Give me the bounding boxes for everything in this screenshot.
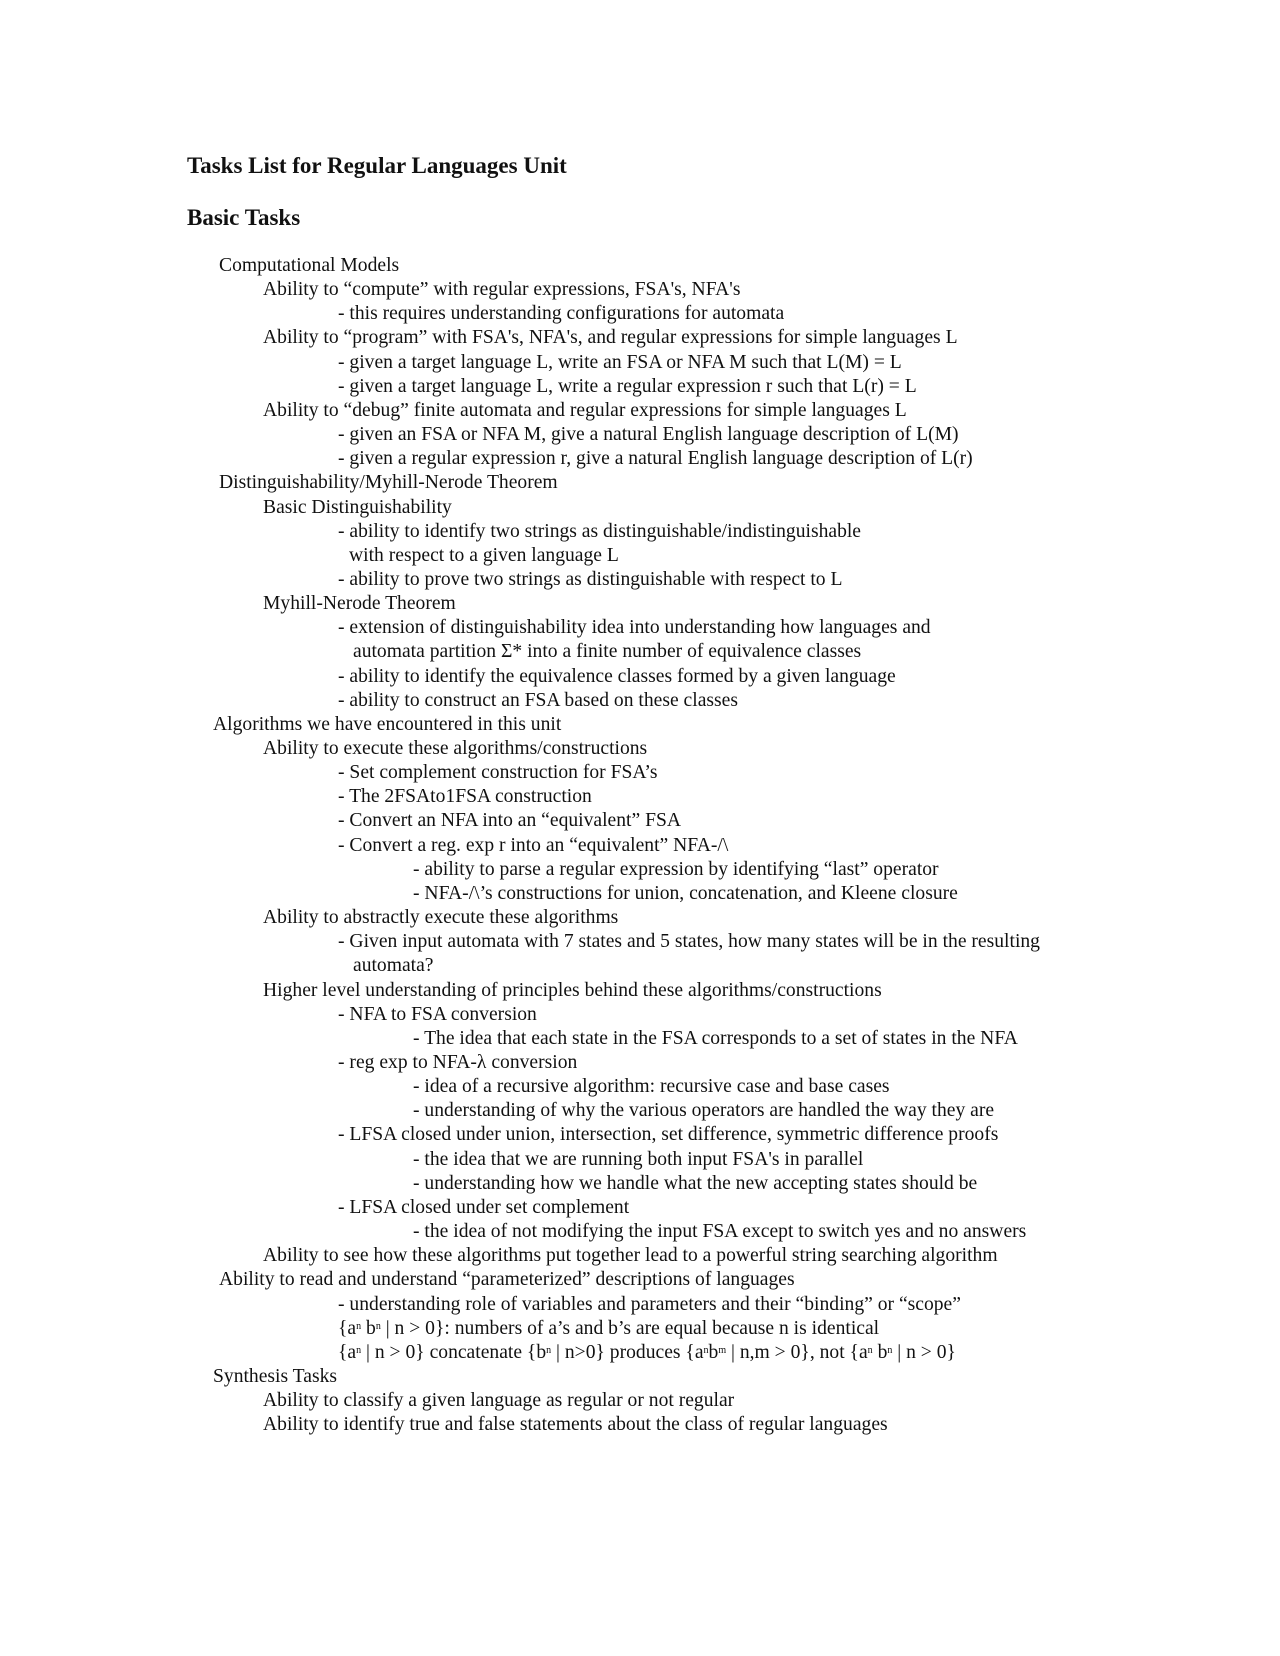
task-line: Ability to see how these algorithms put together lead to a powerful string searching algorithm [263, 1245, 998, 1267]
task-line: - idea of a recursive algorithm: recursive case and base cases [413, 1076, 890, 1098]
task-line: Ability to abstractly execute these algorithms [263, 907, 619, 928]
task-line: with respect to a given language L [349, 544, 619, 566]
task-line: Higher level understanding of principles behind these algorithms/constructions [263, 979, 882, 1001]
task-line: Ability to read and understand “parameterized” descriptions of languages [219, 1269, 795, 1291]
task-line: - ability to parse a regular expression by identifying “last” operator [413, 858, 939, 880]
task-line: - Given input automata with 7 states and 5 states, how many states will be in the resulting [338, 931, 1040, 953]
task-line: - NFA-/\’s constructions for union, concatenation, and Kleene closure [413, 882, 958, 904]
task-line: Ability to execute these algorithms/constructions [263, 738, 648, 759]
task-line: - given a target language L, write a regular expression r such that L(r) = L [338, 375, 917, 397]
task-line: - understanding how we handle what the new accepting states should be [413, 1172, 978, 1194]
task-line: - this requires understanding configurations for automata [338, 303, 785, 325]
document-title: Tasks List for Regular Languages Unit [187, 153, 567, 178]
task-line: - Convert a reg. exp r into an “equivalent” NFA-/\ [338, 834, 729, 856]
task-line: Algorithms we have encountered in this unit [213, 713, 562, 735]
task-line: - given a regular expression r, give a natural English language description of L(r) [338, 448, 973, 470]
task-line: - the idea of not modifying the input FSA except to switch yes and no answers [413, 1221, 1027, 1242]
task-line: automata? [353, 955, 434, 977]
task-line: Basic Distinguishability [263, 496, 452, 518]
section-heading: Basic Tasks [187, 205, 301, 230]
task-line: Synthesis Tasks [213, 1365, 338, 1387]
task-line: Distinguishability/Myhill-Nerode Theorem [219, 472, 558, 494]
task-line: Myhill-Nerode Theorem [263, 593, 456, 615]
task-line: Computational Models [219, 255, 400, 276]
task-line: - reg exp to NFA-λ conversion [338, 1051, 578, 1073]
task-line: Ability to “compute” with regular expressions, FSA's, NFA's [263, 279, 741, 301]
task-line: - extension of distinguishability idea into understanding how languages and [338, 617, 931, 639]
task-line: {$a^n$ $b^n$ | n > 0}: numbers of a’s and b’s are equal because n is identical [338, 1317, 880, 1339]
task-line: - NFA to FSA conversion [338, 1003, 537, 1025]
task-line: Ability to “debug” finite automata and regular expressions for simple languages L [263, 399, 907, 421]
task-line: - given an FSA or NFA M, give a natural English language description of L(M) [338, 424, 959, 445]
task-line: - ability to prove two strings as distinguishable with respect to L [338, 568, 843, 590]
task-line: - LFSA closed under union, intersection, set difference, symmetric difference proofs [338, 1124, 999, 1146]
task-line: - given a target language L, write an FSA or NFA M such that L(M) = L [338, 351, 902, 373]
task-line: - The idea that each state in the FSA corresponds to a set of states in the NFA [413, 1027, 1018, 1049]
task-line: - The 2FSAto1FSA construction [338, 786, 592, 808]
task-line: {$a^n$ | n > 0} concatenate {$b^n$ | n>0} produces {$a^nb^m$ | n,m > 0}, not {$a^n$ $b^n$ | n > 0} [338, 1341, 956, 1363]
task-line: Ability to identify true and false statements about the class of regular languages [263, 1414, 888, 1436]
task-line: - ability to identify two strings as distinguishable/indistinguishable [338, 520, 862, 542]
task-line: Ability to classify a given language as regular or not regular [263, 1390, 735, 1411]
task-line: - LFSA closed under set complement [338, 1196, 630, 1218]
task-line: automata partition Σ* into a finite number of equivalence classes [353, 641, 862, 663]
task-line: - understanding of why the various operators are handled the way they are [413, 1100, 995, 1122]
task-line: - Convert an NFA into an “equivalent” FSA [338, 810, 682, 832]
task-line: - the idea that we are running both input FSA's in parallel [413, 1148, 864, 1170]
task-line: - Set complement construction for FSA’s [338, 762, 658, 784]
task-line: - understanding role of variables and parameters and their “binding” or “scope” [338, 1293, 961, 1315]
task-line: - ability to construct an FSA based on these classes [338, 689, 738, 711]
task-line: - ability to identify the equivalence classes formed by a given language [338, 665, 896, 687]
task-line: Ability to “program” with FSA's, NFA's, and regular expressions for simple languages L [263, 327, 958, 349]
